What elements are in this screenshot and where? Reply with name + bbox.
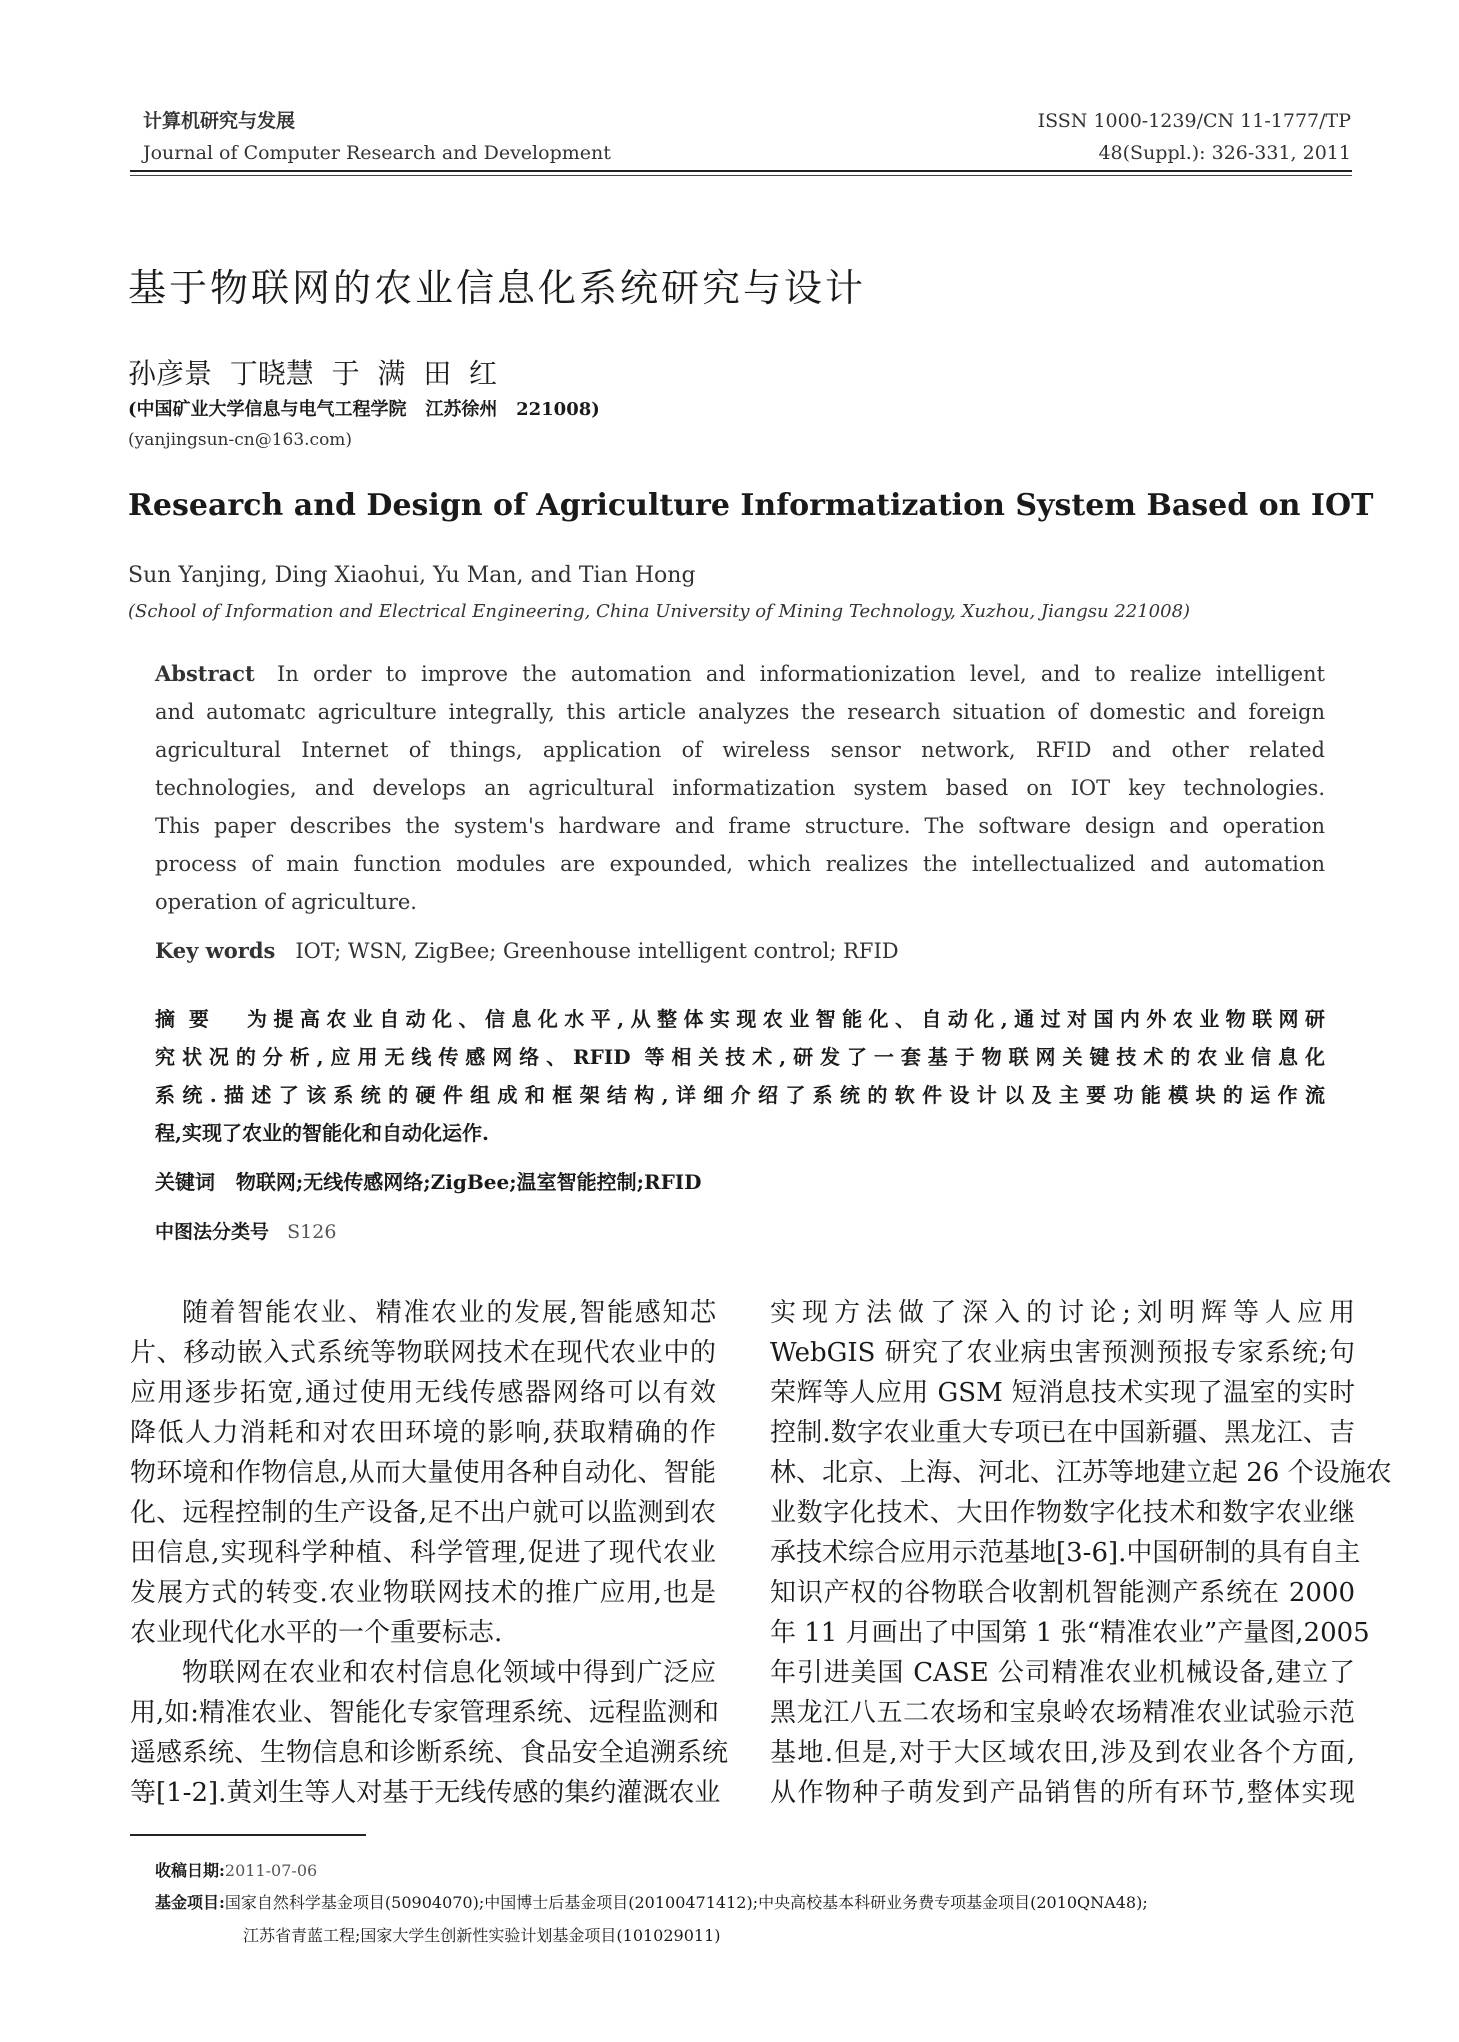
body-line: 等[1-2].黄刘生等人对基于无线传感的集约灌溉农业 <box>130 1778 721 1808</box>
keywords-en <box>155 938 899 963</box>
keywords-en-value: IOT; WSN, ZigBee; Greenhouse intelligent control; RFID <box>295 939 899 963</box>
fund-line-2: 江苏省青蓝工程;国家大学生创新性实验计划基金项目(101029011) <box>243 1926 721 1945</box>
received-value: 2011-07-06 <box>224 1861 318 1880</box>
abstract-line: operation of agriculture. <box>155 890 417 914</box>
body-line: WebGIS 研究了农业病虫害预测预报专家系统;句 <box>770 1338 1355 1368</box>
journal-name-cn: 计算机研究与发展 <box>143 110 296 132</box>
body-line: 化、远程控制的生产设备,足不出户就可以监测到农 <box>130 1498 716 1528</box>
body-line: 物环境和作物信息,从而大量使用各种自动化、智能 <box>130 1458 716 1488</box>
issue-info: 48(Suppl.): 326-331, 2011 <box>1098 142 1351 164</box>
abstract-cn <box>155 1000 1325 1152</box>
classification <box>155 1217 336 1244</box>
keywords-en-label: Key words <box>155 938 276 963</box>
classification-label: 中图法分类号 <box>155 1221 270 1243</box>
body-line: 用,如:精准农业、智能化专家管理系统、远程监测和 <box>130 1698 720 1728</box>
footnote-rule <box>130 1834 366 1836</box>
body-line: 林、北京、上海、河北、江苏等地建立起 26 个设施农 <box>770 1458 1392 1488</box>
title-en: Research and Design of Agriculture Informatization System Based on IOT <box>128 488 1374 523</box>
abstract-line: technologies, and develops an agricultural informatization system based on IOT key technologies. <box>155 776 1325 800</box>
abstract-en <box>155 655 1325 921</box>
body-line: 遥感系统、生物信息和诊断系统、食品安全追溯系统 <box>130 1738 729 1768</box>
abstract-line: This paper describes the system's hardware and frame structure. The software design and operation <box>155 814 1325 838</box>
affiliation-cn: (中国矿业大学信息与电气工程学院 江苏徐州 221008) <box>128 399 600 420</box>
keywords-cn-label: 关键词 <box>155 1170 215 1194</box>
abstract-line: In order to improve the automation and informationization level, and to realize intelligent <box>277 662 1325 686</box>
body-line: 知识产权的谷物联合收割机智能测产系统在 2000 <box>770 1578 1355 1608</box>
body-line: 田信息,实现科学种植、科学管理,促进了现代农业 <box>130 1538 716 1568</box>
abstract-cn-line: 系统.描述了该系统的硬件组成和框架结构,详细介绍了系统的软件设计以及主要功能模块的运作流 <box>155 1083 1325 1107</box>
body-column-right <box>770 1293 1392 1813</box>
header-rule-thin <box>130 175 1352 176</box>
journal-name-en: Journal of Computer Research and Development <box>143 142 611 164</box>
abstract-label: Abstract <box>155 661 255 686</box>
fund-line-1: 国家自然科学基金项目(50904070);中国博士后基金项目(20100471412);中央高校基本科研业务费专项基金项目(2010QNA48); <box>224 1893 1148 1912</box>
authors-en: Sun Yanjing, Ding Xiaohui, Yu Man, and Tian Hong <box>128 563 696 588</box>
keywords-cn-value: 物联网;无线传感网络;ZigBee;温室智能控制;RFID <box>235 1170 702 1194</box>
title-cn: 基于物联网的农业信息化系统研究与设计 <box>128 266 867 310</box>
issn: ISSN 1000-1239/CN 11-1777/TP <box>1037 110 1351 132</box>
fund-label: 基金项目: <box>155 1893 225 1912</box>
abstract-line: and automatc agriculture integrally, this article analyzes the research situation of domestic and foreign <box>155 700 1325 724</box>
body-line: 承技术综合应用示范基地[3-6].中国研制的具有自主 <box>770 1538 1361 1568</box>
body-line: 年 11 月画出了中国第 1 张“精准农业”产量图,2005 <box>770 1618 1370 1648</box>
abstract-line: agricultural Internet of things, application of wireless sensor network, RFID and other related <box>155 738 1325 762</box>
body-line: 随着智能农业、精准农业的发展,智能感知芯 <box>182 1298 716 1328</box>
header-rule <box>130 170 1352 172</box>
affiliation-en: (School of Information and Electrical Engineering, China University of Mining Technology, Xuzhou, Jiangsu 221008) <box>128 601 1191 622</box>
classification-value: S126 <box>287 1221 337 1243</box>
body-line: 物联网在农业和农村信息化领域中得到广泛应 <box>182 1658 716 1688</box>
abstract-cn-line: 程,实现了农业的智能化和自动化运作. <box>155 1121 489 1145</box>
received-date <box>155 1858 317 1881</box>
body-line: 年引进美国 CASE 公司精准农业机械设备,建立了 <box>770 1658 1355 1688</box>
body-line: 控制.数字农业重大专项已在中国新疆、黑龙江、吉 <box>770 1418 1355 1448</box>
received-label: 收稿日期: <box>155 1861 225 1880</box>
body-line: 黑龙江八五二农场和宝泉岭农场精准农业试验示范 <box>770 1698 1355 1728</box>
body-line: 降低人力消耗和对农田环境的影响,获取精确的作 <box>130 1418 716 1448</box>
body-line: 农业现代化水平的一个重要标志. <box>130 1618 503 1648</box>
email: (yanjingsun-cn@163.com) <box>128 430 353 450</box>
body-column-left <box>130 1293 729 1813</box>
body-line: 发展方式的转变.农业物联网技术的推广应用,也是 <box>130 1578 716 1608</box>
fund-info <box>155 1890 1148 1913</box>
abstract-line: process of main function modules are expounded, which realizes the intellectualized and automation <box>155 852 1325 876</box>
abstract-cn-label: 摘 要 <box>155 1007 209 1031</box>
body-line: 片、移动嵌入式系统等物联网技术在现代农业中的 <box>130 1338 716 1368</box>
authors-cn: 孙彦景 丁晓慧 于 满 田 红 <box>128 357 498 390</box>
body-line: 荣辉等人应用 GSM 短消息技术实现了温室的实时 <box>770 1378 1355 1408</box>
body-line: 应用逐步拓宽,通过使用无线传感器网络可以有效 <box>130 1378 716 1408</box>
body-line: 业数字化技术、大田作物数字化技术和数字农业继 <box>770 1498 1355 1528</box>
body-line: 基地.但是,对于大区域农田,涉及到农业各个方面, <box>770 1738 1355 1768</box>
body-line: 从作物种子萌发到产品销售的所有环节,整体实现 <box>770 1778 1355 1808</box>
abstract-cn-line: 究状况的分析,应用无线传感网络、RFID 等相关技术,研发了一套基于物联网关键技术的农业信息化 <box>155 1045 1325 1069</box>
abstract-cn-line: 为提高农业自动化、信息化水平,从整体实现农业智能化、自动化,通过对国内外农业物联网研 <box>247 1007 1325 1031</box>
body-line: 实现方法做了深入的讨论;刘明辉等人应用 <box>770 1298 1355 1328</box>
keywords-cn <box>155 1166 701 1195</box>
